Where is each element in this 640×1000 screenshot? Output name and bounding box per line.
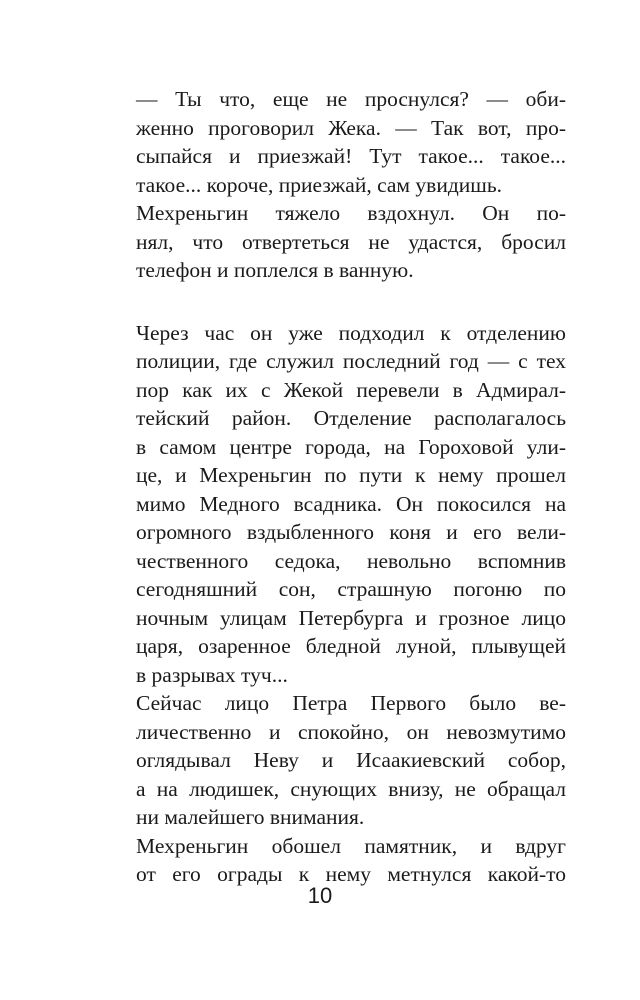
page-number: 10 — [307, 883, 333, 908]
text-line: це, и Мехреньгин по пути к нему прошел — [136, 463, 566, 487]
paragraph-1 — [106, 85, 566, 199]
text-line: оглядывал Неву и Исаакиевский собор, — [136, 748, 566, 772]
text-line: Через час он уже подходил к отделению — [136, 320, 566, 345]
book-page-text — [106, 85, 566, 889]
text-line: личественно и спокойно, он невозмутимо — [136, 719, 566, 744]
text-line: нял, что отвертеться не удастся, бросил — [136, 229, 566, 254]
text-line: Мехреньгин тяжело вздохнул. Он по- — [136, 201, 566, 225]
text-line: чественного седока, невольно вспомнив — [136, 548, 566, 573]
text-line: царя, озаренное бледной луной, плывущей — [136, 634, 566, 658]
text-line: в самом центре города, на Гороховой ули- — [136, 434, 566, 459]
text-line: огромного вздыбленного коня и его вели- — [136, 520, 566, 544]
text-line: мимо Медного всадника. Он покосился на — [136, 491, 566, 516]
text-line: а на людишек, снующих внизу, не обращал — [136, 776, 566, 801]
paragraph-2 — [106, 199, 566, 285]
text-line: пор как их с Жекой перевели в Адмирал- — [136, 377, 566, 402]
text-line: сегодняшний сон, страшную погоню по — [136, 577, 566, 601]
paragraph-3 — [106, 319, 566, 690]
text-line: от его ограды к нему метнулся какой-то — [136, 862, 566, 886]
text-line: такое... короче, приезжай, сам увидишь. — [136, 172, 503, 197]
paragraph-4 — [106, 689, 566, 832]
text-line: в разрывах туч... — [136, 662, 288, 687]
text-line: — Ты что, еще не проснулся? — оби- — [136, 87, 566, 111]
text-line: ни малейшего внимания. — [136, 805, 365, 829]
text-line: Мехреньгин обошел памятник, и вдруг — [136, 833, 566, 858]
text-line: телефон и поплелся в ванную. — [136, 258, 414, 282]
text-line: полиции, где служил последний год — с тех — [136, 349, 566, 373]
text-line: Сейчас лицо Петра Первого было ве- — [136, 691, 566, 715]
text-line: тейский район. Отделение располагалось — [136, 406, 566, 430]
text-line: сыпайся и приезжай! Тут такое... такое... — [136, 144, 566, 168]
text-line: женно проговорил Жека. — Так вот, про- — [136, 115, 566, 140]
section-break — [106, 285, 566, 319]
paragraph-5 — [106, 832, 566, 889]
text-line: ночным улицам Петербурга и грозное лицо — [136, 605, 566, 630]
